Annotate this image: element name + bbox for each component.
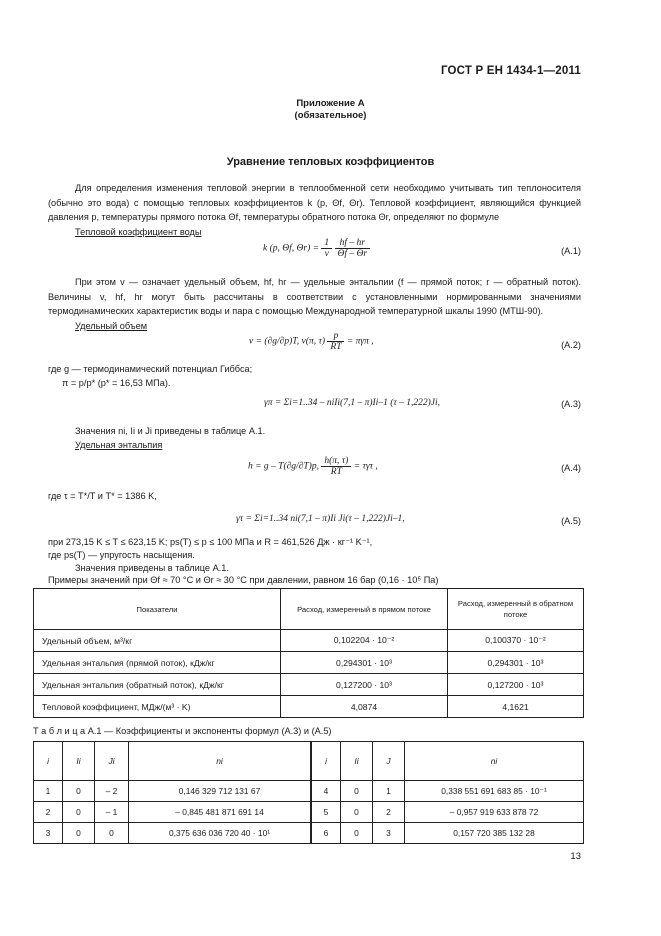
eq1-number: (A.1) <box>561 246 581 256</box>
equation-a1 <box>263 238 370 259</box>
conditions-line3: Значения приведены в таблице А.1. <box>75 563 229 573</box>
equation-a5: γτ = Σi=1..34 ni(7,1 – π)Ii Ji(τ – 1,222)Ji–1, <box>236 514 405 524</box>
eq2-rhs: = πγπ , <box>346 336 374 347</box>
row-value: 4,1621 <box>448 696 584 718</box>
cell: 0 <box>341 823 373 844</box>
annex-title: Приложение А <box>296 98 365 109</box>
eq5-number: (A.5) <box>561 516 581 526</box>
header-ni: ni <box>129 742 312 781</box>
row-value: 0,294301 · 10³ <box>448 652 584 674</box>
after-eq1-paragraph <box>48 275 581 333</box>
cell: 4 <box>311 781 341 802</box>
row-label: Удельный объем, м³/кг <box>34 630 281 652</box>
specific-volume-heading: Удельный объем <box>75 320 148 331</box>
eq2-lhs: v = (∂g/∂p)T, v(π, τ) <box>249 336 326 347</box>
intro-text: Для определения изменения тепловой энергии в теплообменной сети необходимо учитывать тип теплоносителя (обычно это вода) с помощью тепловых коэффициентов k (p, Θf, Θr). Тепловой коэффициент, являющийся функцией давления p, температуры прямого потока Θf, температуры обратного потока Θr, определяют по формуле <box>48 183 581 222</box>
header-Ii: Ii <box>341 742 373 781</box>
cell: 0 <box>63 823 95 844</box>
header-i: i <box>311 742 341 781</box>
cell: 0,157 720 385 132 28 <box>405 823 584 844</box>
header-Ji: Ji <box>95 742 129 781</box>
cell: – 2 <box>95 781 129 802</box>
row-value: 0,127200 · 10³ <box>281 674 448 696</box>
cell: 0,146 329 712 131 67 <box>129 781 312 802</box>
specific-enthalpy-heading: Удельная энтальпия <box>75 440 163 450</box>
cell: 3 <box>373 823 405 844</box>
cell: 2 <box>373 802 405 823</box>
row-label: Тепловой коэффициент, МДж/(м³ · K) <box>34 696 281 718</box>
eq4-rhs: = τγτ , <box>353 461 378 472</box>
header-forward-flow: Расход, измеренный в прямом потоке <box>281 589 448 630</box>
equation-a4 <box>248 456 378 477</box>
table-row <box>34 696 584 718</box>
cell: 1 <box>373 781 405 802</box>
eq4-lhs: h = g – T(∂g/∂T)p, <box>248 461 319 472</box>
header-i: i <box>34 742 63 781</box>
section-title: Уравнение тепловых коэффициентов <box>226 156 435 168</box>
examples-caption: Примеры значений при Θf ≈ 70 °C и Θr ≈ 30 °C при давлении, равном 16 бар (0,16 · 10⁵ Па) <box>48 575 439 585</box>
cell: 2 <box>34 802 63 823</box>
row-value: 4,0874 <box>281 696 448 718</box>
after-eq1-text: При этом v — означает удельный объем, hf, hr — удельные энтальпии (f — прямой поток; r — обратный поток). Величины v, hf, hr могут быть рассчитаны в соответствии с установленными нормированными значениями термодинамических характеристик воды и пара с помощью Международной температурной шкалы 1990 (МТШ-90). <box>48 277 581 316</box>
equation-a2 <box>249 331 374 352</box>
table-row <box>34 630 584 652</box>
row-label: Удельная энтальпия (обратный поток), кДж/кг <box>34 674 281 696</box>
cell: 0,338 551 691 683 85 · 10⁻¹ <box>405 781 584 802</box>
header-ni: ni <box>405 742 584 781</box>
pi-definition: π = p/p* (p* = 16,53 МПа). <box>62 378 171 388</box>
equation-a3: γπ = Σi=1..34 – niIi(7,1 – π)Ii–1 (τ – 1,222)Ji, <box>264 398 441 408</box>
cell: – 0,957 919 633 878 72 <box>405 802 584 823</box>
cell: 0 <box>95 823 129 844</box>
cell: – 0,845 481 871 691 14 <box>129 802 312 823</box>
intro-paragraph <box>48 181 581 239</box>
row-label: Удельная энтальпия (прямой поток), кДж/кг <box>34 652 281 674</box>
eq2-number: (A.2) <box>561 340 581 350</box>
eq2-frac: $\frac{p}{RT}$ <box>327 331 344 352</box>
page-number: 13 <box>570 851 581 862</box>
eq4-number: (A.4) <box>561 463 581 473</box>
table-row <box>34 802 584 823</box>
eq1-frac2: $\frac{hf - hr}{\Theta f - \Theta r}$ <box>335 238 371 259</box>
table-row <box>34 674 584 696</box>
conditions-line2: где ps(T) — упругость насыщения. <box>48 550 195 560</box>
cell: 0,375 636 036 720 40 · 10¹ <box>129 823 312 844</box>
coefficients-table <box>33 741 584 844</box>
row-value: 0,127200 · 10³ <box>448 674 584 696</box>
heat-coefficient-heading: Тепловой коэффициент воды <box>75 226 202 237</box>
eq1-lhs: k (p, Θf, Θr) = <box>263 243 320 254</box>
cell: 0 <box>341 781 373 802</box>
gibbs-definition: где g — термодинамический потенциал Гиббса; <box>48 364 253 374</box>
cell: 0 <box>63 802 95 823</box>
row-value: 0,102204 · 10⁻² <box>281 630 448 652</box>
header-return-flow: Расход, измеренный в обратном потоке <box>448 589 584 630</box>
header-J: J <box>373 742 405 781</box>
cell: 6 <box>311 823 341 844</box>
examples-table <box>33 588 584 718</box>
cell: 3 <box>34 823 63 844</box>
annex-heading <box>0 98 661 122</box>
cell: – 1 <box>95 802 129 823</box>
table-row <box>34 652 584 674</box>
eq3-number: (A.3) <box>561 399 581 409</box>
table-a1-caption: Т а б л и ц а А.1 — Коэффициенты и экспоненты формул (А.3) и (А.5) <box>33 726 332 736</box>
table-row <box>34 781 584 802</box>
standard-designation: ГОСТ Р ЕН 1434-1—2011 <box>440 65 581 77</box>
eq1-frac1: $\frac{1}{v}$ <box>321 238 332 259</box>
row-value: 0,294301 · 10³ <box>281 652 448 674</box>
eq4-frac: $\frac{h(\pi, \tau)}{RT}$ <box>321 456 351 477</box>
cell: 0 <box>63 781 95 802</box>
annex-status: (обязательное) <box>294 110 367 121</box>
conditions-line1: при 273,15 K ≤ T ≤ 623,15 K; ps(T) ≤ p ≤ 100 МПа и R = 461,526 Дж · кг⁻¹ K⁻¹, <box>48 537 373 547</box>
header-indicators: Показатели <box>34 589 281 630</box>
header-Ii: Ii <box>63 742 95 781</box>
table-header-row <box>34 742 584 781</box>
tau-definition: где τ = T*/T и T* = 1386 K, <box>48 491 157 501</box>
table-row <box>34 823 584 844</box>
values-note: Значения ni, Ii и Ji приведены в таблице А.1. <box>75 426 266 436</box>
cell: 0 <box>341 802 373 823</box>
row-value: 0,100370 · 10⁻² <box>448 630 584 652</box>
table-header-row <box>34 589 584 630</box>
cell: 1 <box>34 781 63 802</box>
cell: 5 <box>311 802 341 823</box>
